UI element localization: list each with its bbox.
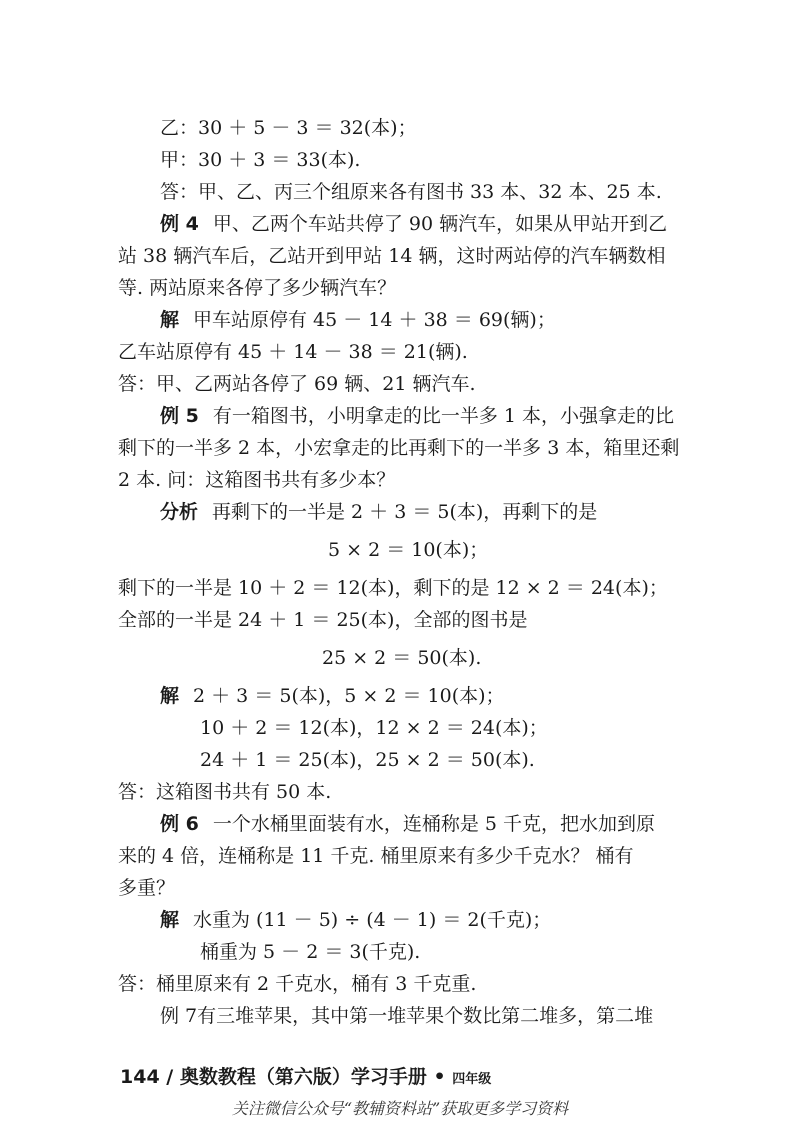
text-line: 全部的一半是 24 ＋ 1 ＝ 25(本)，全部的图书是: [118, 609, 528, 631]
solution-line: 解 水重为 (11 － 5) ÷ (4 － 1) ＝ 2(千克)；: [160, 909, 552, 931]
solution-label: 解: [160, 309, 180, 331]
example-label: 例 4: [160, 213, 199, 235]
watermark-text: 关注微信公众号“教辅资料站”获取更多学习资料: [231, 1099, 569, 1118]
example-6-line: 例 6 一个水桶里面装有水，连桶称是 5 千克，把水加到原: [160, 813, 656, 835]
text-line: 乙：30 ＋ 5 － 3 ＝ 32(本)；: [160, 117, 417, 139]
book-title: 奥数教程（第六版）学习手册: [179, 1066, 427, 1088]
text-line: 24 ＋ 1 ＝ 25(本)，25 × 2 ＝ 50(本).: [200, 749, 535, 771]
example-label: 例 6: [160, 813, 199, 835]
text-line: 10 ＋ 2 ＝ 12(本)，12 × 2 ＝ 24(本)；: [200, 717, 548, 739]
text-line: 等. 两站原来各停了多少辆汽车？: [118, 277, 397, 299]
text-line: 剩下的一半多 2 本，小宏拿走的比再剩下的一半多 3 本，箱里还剩: [118, 437, 680, 459]
text-line: 2 本. 问：这箱图书共有多少本？: [118, 469, 396, 491]
formula-line: 25 × 2 ＝ 50(本).: [322, 647, 482, 669]
answer-line: 答：甲、乙两站各停了 69 辆、21 辆汽车.: [118, 373, 476, 395]
solution-line: 解 甲车站原停有 45 － 14 ＋ 38 ＝ 69(辆)；: [160, 309, 556, 331]
example-label: 例 5: [160, 405, 199, 427]
footer-dot: •: [433, 1066, 446, 1088]
page-number: 144: [120, 1066, 160, 1088]
text-line: 甲：30 ＋ 3 ＝ 33(本).: [160, 149, 361, 171]
example-5-line: 例 5 有一箱图书，小明拿走的比一半多 1 本，小强拿走的比: [160, 405, 675, 427]
text-line: 答：甲、乙、丙三个组原来各有图书 33 本、32 本、25 本.: [160, 181, 662, 203]
solution-line: 解 2 ＋ 3 ＝ 5(本)，5 × 2 ＝ 10(本)；: [160, 685, 505, 707]
footer-separator: /: [166, 1066, 174, 1088]
text-line: 站 38 辆汽车后，乙站开到甲站 14 辆，这时两站停的汽车辆数相: [118, 245, 666, 267]
grade-label: 四年级: [452, 1072, 492, 1087]
analysis-label: 分析: [160, 501, 199, 523]
analysis-line: 分析 再剩下的一半是 2 ＋ 3 ＝ 5(本)，再剩下的是: [160, 501, 598, 523]
text-line: 乙车站原停有 45 ＋ 14 － 38 ＝ 21(辆).: [118, 341, 468, 363]
solution-label: 解: [160, 685, 180, 707]
text-line: 来的 4 倍，连桶称是 11 千克. 桶里原来有多少千克水？ 桶有: [118, 845, 634, 867]
page-footer: [120, 1062, 491, 1089]
text-line: 剩下的一半是 10 ＋ 2 ＝ 12(本)，剩下的是 12 × 2 ＝ 24(本)；: [118, 577, 668, 599]
formula-line: 5 × 2 ＝ 10(本)；: [328, 539, 489, 561]
text-line: 桶重为 5 － 2 ＝ 3(千克).: [200, 941, 421, 963]
example-4-line: 例 4 甲、乙两个车站共停了 90 辆汽车，如果从甲站开到乙: [160, 213, 668, 235]
example-7-line: 例 7有三堆苹果，其中第一堆苹果个数比第二堆多，第二堆: [160, 1005, 654, 1027]
text-line: 多重？: [118, 877, 176, 899]
answer-line: 答：桶里原来有 2 千克水，桶有 3 千克重.: [118, 973, 477, 995]
solution-label: 解: [160, 909, 180, 931]
answer-line: 答：这箱图书共有 50 本.: [118, 781, 332, 803]
